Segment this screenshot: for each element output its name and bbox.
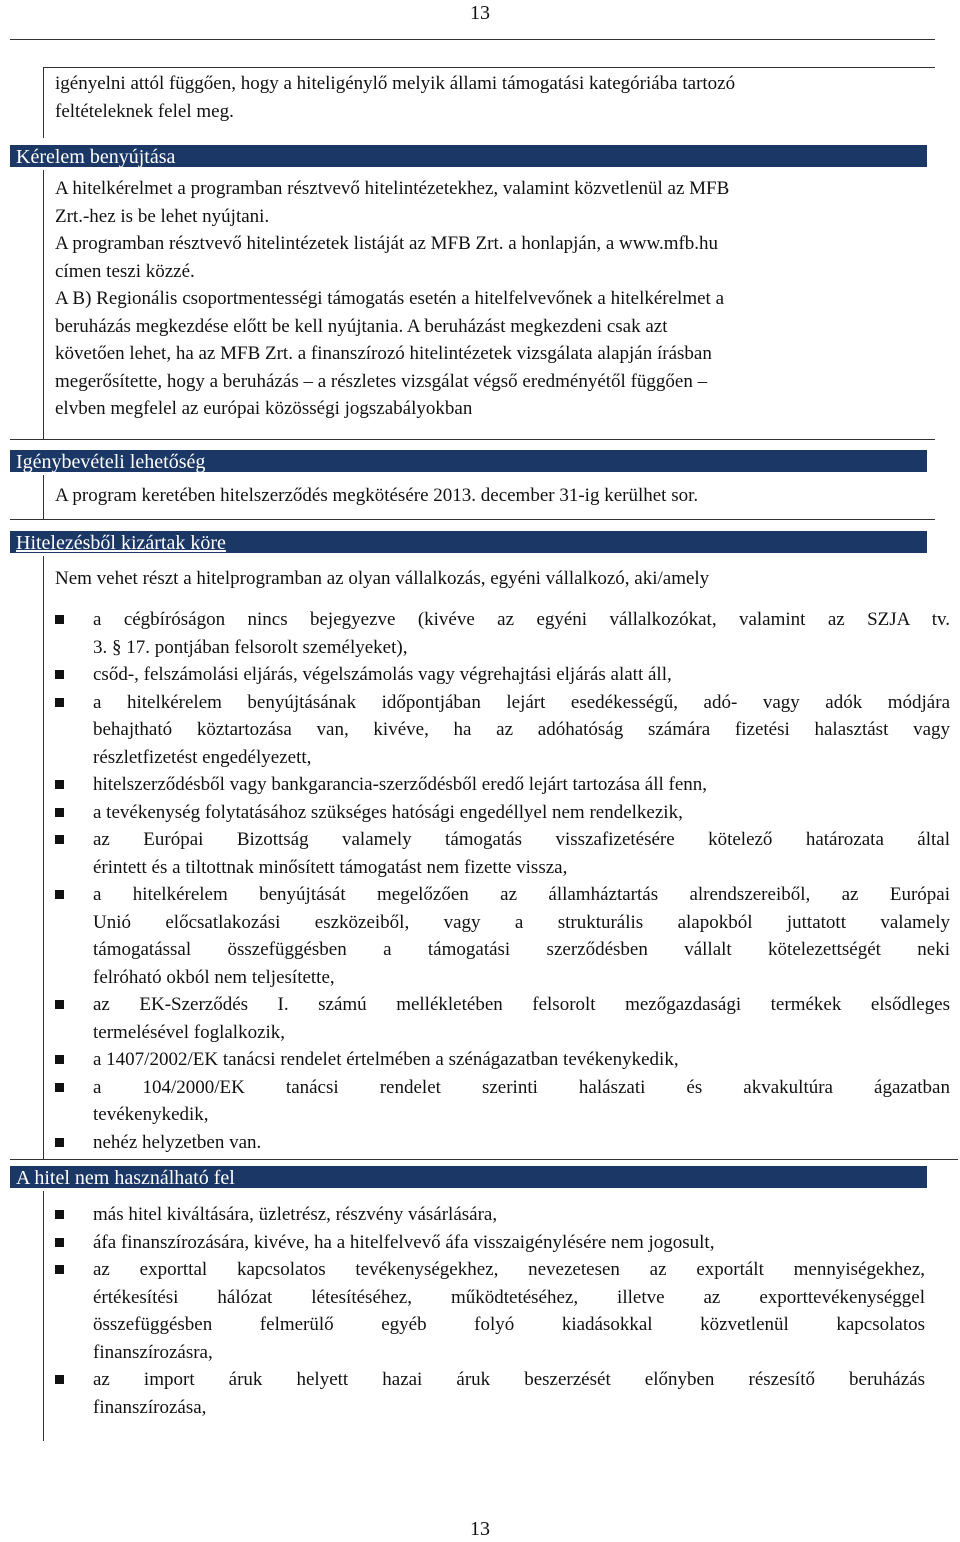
list-item-line: behajtható köztartozása van, kivéve, ha az adóhatóság számára fizetési halasztást vagy [93,719,950,740]
list-item-line: a cégbíróságon nincs bejegyezve (kivéve az egyéni vállalkozókat, valamint az SZJA tv. [93,609,950,630]
square-bullet-icon [55,615,64,624]
section-divider [43,556,44,1159]
square-bullet-icon [55,1265,64,1274]
list-item-line: értékesítési hálózat létesítéséhez, működtetéséhez, illetve az exporttevékenységgel [93,1286,925,1308]
list-item-line: összefüggésben felmerülő egyéb folyó kiadásokkal közvetlenül kapcsolatos [93,1314,925,1335]
list-item-line: az exporttal kapcsolatos tevékenységekhez, nevezetesen az exportált mennyiségekhez, [93,1259,925,1280]
list-item-line: az Európai Bizottság valamely támogatás visszafizetésére kötelező határozata által [93,829,950,850]
square-bullet-icon [55,890,64,899]
square-bullet-icon [55,1083,64,1092]
list-item [55,1229,925,1257]
page-number-top: 13 [470,2,490,24]
kerelem-line: A hitelkérelmet a programban résztvevő hitelintézetekhez, valamint közvetlenül az MFB [55,178,730,199]
list-item [55,1201,925,1229]
section-rule [10,439,935,440]
list-item-line: érintett és a tiltottnak minősített támogatást nem fizette vissza, [93,856,568,878]
square-bullet-icon [55,1000,64,1009]
kerelem-line: megerősítette, hogy a beruházás – a részletes vizsgálat végső eredményétől függően – [55,370,708,392]
list-item-line: az EK-Szerződés I. számú mellékletében felsorolt mezőgazdasági termékek elsődleges [93,994,950,1015]
list-item-line: termelésével foglalkozik, [93,1021,286,1043]
intro-line: feltételeknek felel meg. [55,100,234,122]
square-bullet-icon [55,808,64,817]
list-item [55,991,950,1046]
list-item-line: finanszírozása, [93,1396,207,1418]
square-bullet-icon [55,1138,64,1147]
section-heading-kizartak: Hitelezésből kizártak köre [10,531,927,555]
intro-divider [43,67,44,138]
kerelem-line: A programban résztvevő hitelintézetek listáját az MFB Zrt. a honlapján, a www.mfb.hu [55,233,719,254]
kerelem-line: Zrt.-hez is be lehet nyújtani. [55,205,270,227]
list-item [55,606,950,661]
section-rule [10,519,935,520]
list-item-line: finanszírozásra, [93,1341,213,1363]
list-item-line: tevékenykedik, [93,1104,209,1125]
list-item-line: 3. § 17. pontjában felsorolt személyeket), [93,636,408,658]
list-item-line: támogatással összefüggésben a támogatási szerződésben vállalt kötelezettségét neki [93,939,950,960]
square-bullet-icon [55,1055,64,1064]
square-bullet-icon [55,780,64,789]
section-divider [43,475,44,519]
list-item [55,881,950,991]
section-divider [43,170,44,440]
intro-rule [43,67,935,68]
list-item-line: hitelszerződésből vagy bankgarancia-szerződésből eredő lejárt tartozása áll fenn, [93,774,708,795]
igenybeveteli-text: A program keretében hitelszerződés megkötésére 2013. december 31-ig kerülhet sor. [55,485,699,506]
list-item-line: áfa finanszírozására, kivéve, ha a hitelfelvevő áfa visszaigénylésére nem jogosult, [93,1231,715,1253]
intro-line: igényelni attól függően, hogy a hiteligénylő melyik állami támogatási kategóriába tartozó [55,73,736,94]
list-item-line: Unió előcsatlakozási eszközeiből, vagy a strukturális alapokból juttatott valamely [93,911,950,933]
page-number-bottom: 13 [470,1518,490,1540]
square-bullet-icon [55,1375,64,1384]
list-item-line: csőd-, felszámolási eljárás, végelszámolás vagy végrehajtási eljárás alatt áll, [93,664,672,685]
section-heading-kerelem: Kérelem benyújtása [10,145,927,169]
list-item-line: a tevékenység folytatásához szükséges hatósági engedéllyel nem rendelkezik, [93,801,683,823]
kerelem-line: A B) Regionális csoportmentességi támogatás esetén a hitelfelvevőnek a hitelkérelmet a [55,288,725,309]
list-item [55,1129,950,1157]
section-heading-igenybeveteli: Igénybevételi lehetőség [10,450,927,474]
kerelem-line: beruházás megkezdése előtt be kell nyújtania. A beruházást megkezdeni csak azt [55,315,668,337]
list-item-line: felróható okból nem teljesítette, [93,966,335,988]
top-rule [10,39,935,40]
section-divider [43,1191,44,1441]
list-item [55,1256,925,1366]
list-item-line: az import áruk helyett hazai áruk beszerzését előnyben részesítő beruházás [93,1369,925,1390]
kerelem-line: elvben megfelel az európai közösségi jogszabályokban [55,398,473,419]
kerelem-line: követően lehet, ha az MFB Zrt. a finanszírozó hitelintézetek vizsgálata alapján írásban [55,343,712,364]
kizartak-intro-text: Nem vehet részt a hitelprogramban az olyan vállalkozás, egyéni vállalkozó, aki/amely [55,568,710,589]
square-bullet-icon [55,1238,64,1247]
list-item-line: a hitelkérelem benyújtását megelőzően az államháztartás alrendszereiből, az Európai [93,884,950,905]
square-bullet-icon [55,698,64,707]
list-item-line: a 1407/2002/EK tanácsi rendelet értelmében a szénágazatban tevékenykedik, [93,1049,679,1070]
list-item [55,799,950,827]
square-bullet-icon [55,670,64,679]
kizartak-intro [55,565,932,593]
nem-hasznalhato-list [55,1201,925,1421]
kerelem-paragraph [55,175,932,423]
list-item-line: a 104/2000/EK tanácsi rendelet szerinti halászati és akvakultúra ágazatban [93,1076,950,1098]
list-item-line: más hitel kiváltására, üzletrész, részvény vásárlására, [93,1204,498,1225]
section-heading-nem-hasznalhato: A hitel nem használható fel [10,1166,927,1190]
intro-paragraph [55,70,932,125]
list-item [55,661,950,689]
list-item-line: a hitelkérelem benyújtásának időpontjában lejárt esedékességű, adó- vagy adók módjára [93,691,950,713]
section-rule [10,1159,958,1160]
list-item [55,1074,950,1129]
list-item [55,1366,925,1421]
list-item-line: nehéz helyzetben van. [93,1131,262,1153]
igenybeveteli-paragraph [55,482,932,510]
square-bullet-icon [55,835,64,844]
list-item [55,771,950,799]
kizartak-list [55,606,950,1156]
list-item [55,826,950,881]
list-item-line: részletfizetést engedélyezett, [93,746,312,768]
square-bullet-icon [55,1210,64,1219]
list-item [55,689,950,772]
kerelem-line: címen teszi közzé. [55,260,195,282]
list-item [55,1046,950,1074]
